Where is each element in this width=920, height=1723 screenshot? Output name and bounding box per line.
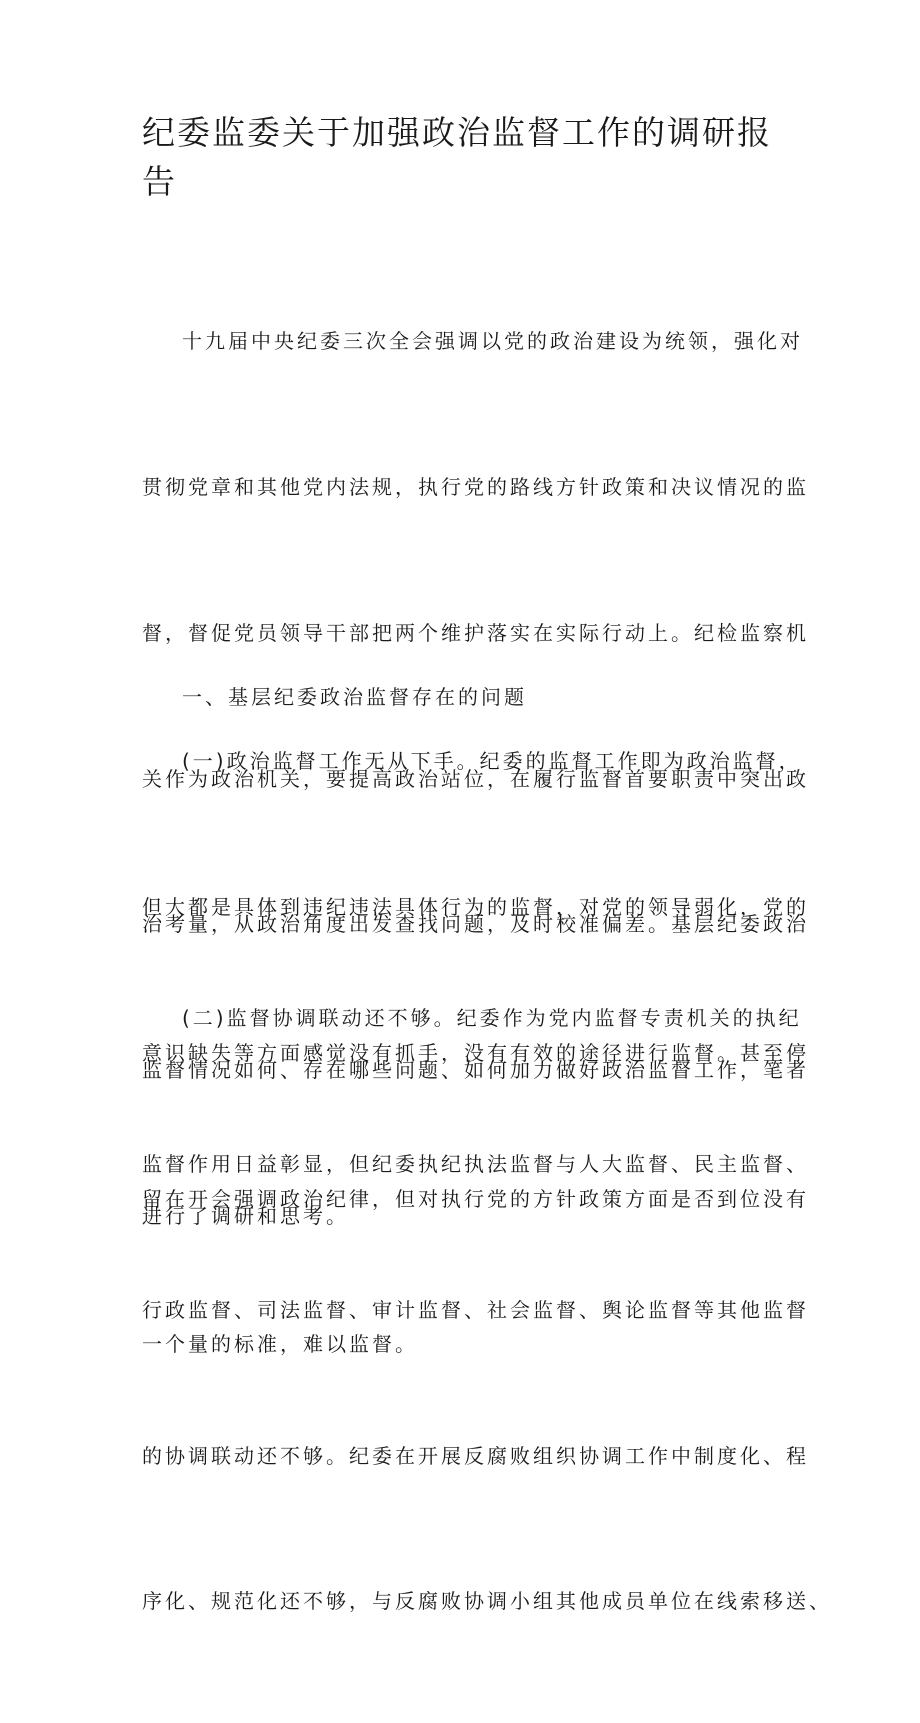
document-title: [142, 109, 782, 206]
paragraph-line: (一)政治监督工作无从下手。纪委的监督工作即为政治监督，: [182, 749, 802, 774]
paragraph-line: 但大都是具体到违纪违法具体行为的监督，对党的领导弱化，党的: [142, 894, 809, 919]
issue-two-paragraph: [142, 897, 832, 1723]
paragraph-line: (二)监督协调联动还不够。纪委作为党内监督专责机关的执纪: [182, 1006, 802, 1031]
paragraph-line: 序化、规范化还不够，与反腐败协调小组其他成员单位在线索移送、: [142, 1589, 832, 1614]
title-line: 告: [142, 161, 177, 201]
paragraph-line: 治考量，从政治角度出发查找问题，及时校准偏差。基层纪委政治: [142, 912, 809, 937]
paragraph-line: 一个量的标准，难以监督。: [142, 1332, 418, 1357]
paragraph-line: 留在开会强调政治纪律，但对执行党的方针政策方面是否到位没有: [142, 1186, 809, 1211]
paragraph-line: 督，督促党员领导干部把两个维护落实在实际行动上。纪检监察机: [142, 620, 809, 645]
paragraph-line: 监督情况如何、存在哪些问题、如何加力做好政治监督工作，笔者: [142, 1058, 809, 1083]
paragraph-line: 十九届中央纪委三次全会强调以党的政治建设为统领，强化对: [182, 329, 803, 354]
title-line: 纪委监委关于加强政治监督工作的调研报: [142, 113, 772, 152]
paragraph-line: 贯彻党章和其他党内法规，执行党的路线方针政策和决议情况的监: [142, 474, 809, 499]
paragraph-line: 的协调联动还不够。纪委在开展反腐败组织协调工作中制度化、程: [142, 1443, 809, 1468]
paragraph-line: 行政监督、司法监督、审计监督、社会监督、舆论监督等其他监督: [142, 1297, 809, 1322]
paragraph-line: 监督作用日益彰显，但纪委执纪执法监督与人大监督、民主监督、: [142, 1151, 809, 1176]
paragraph-line: 关作为政治机关，要提高政治站位，在履行监督首要职责中突出政: [142, 766, 809, 791]
paragraph-line: 意识缺失等方面感觉没有抓手，没有有效的途径进行监督。甚至停: [142, 1040, 809, 1065]
paragraph-line: 进行了调研和思考。: [142, 1203, 349, 1228]
section-heading-line: 一、基层纪委政治监督存在的问题: [182, 685, 527, 710]
